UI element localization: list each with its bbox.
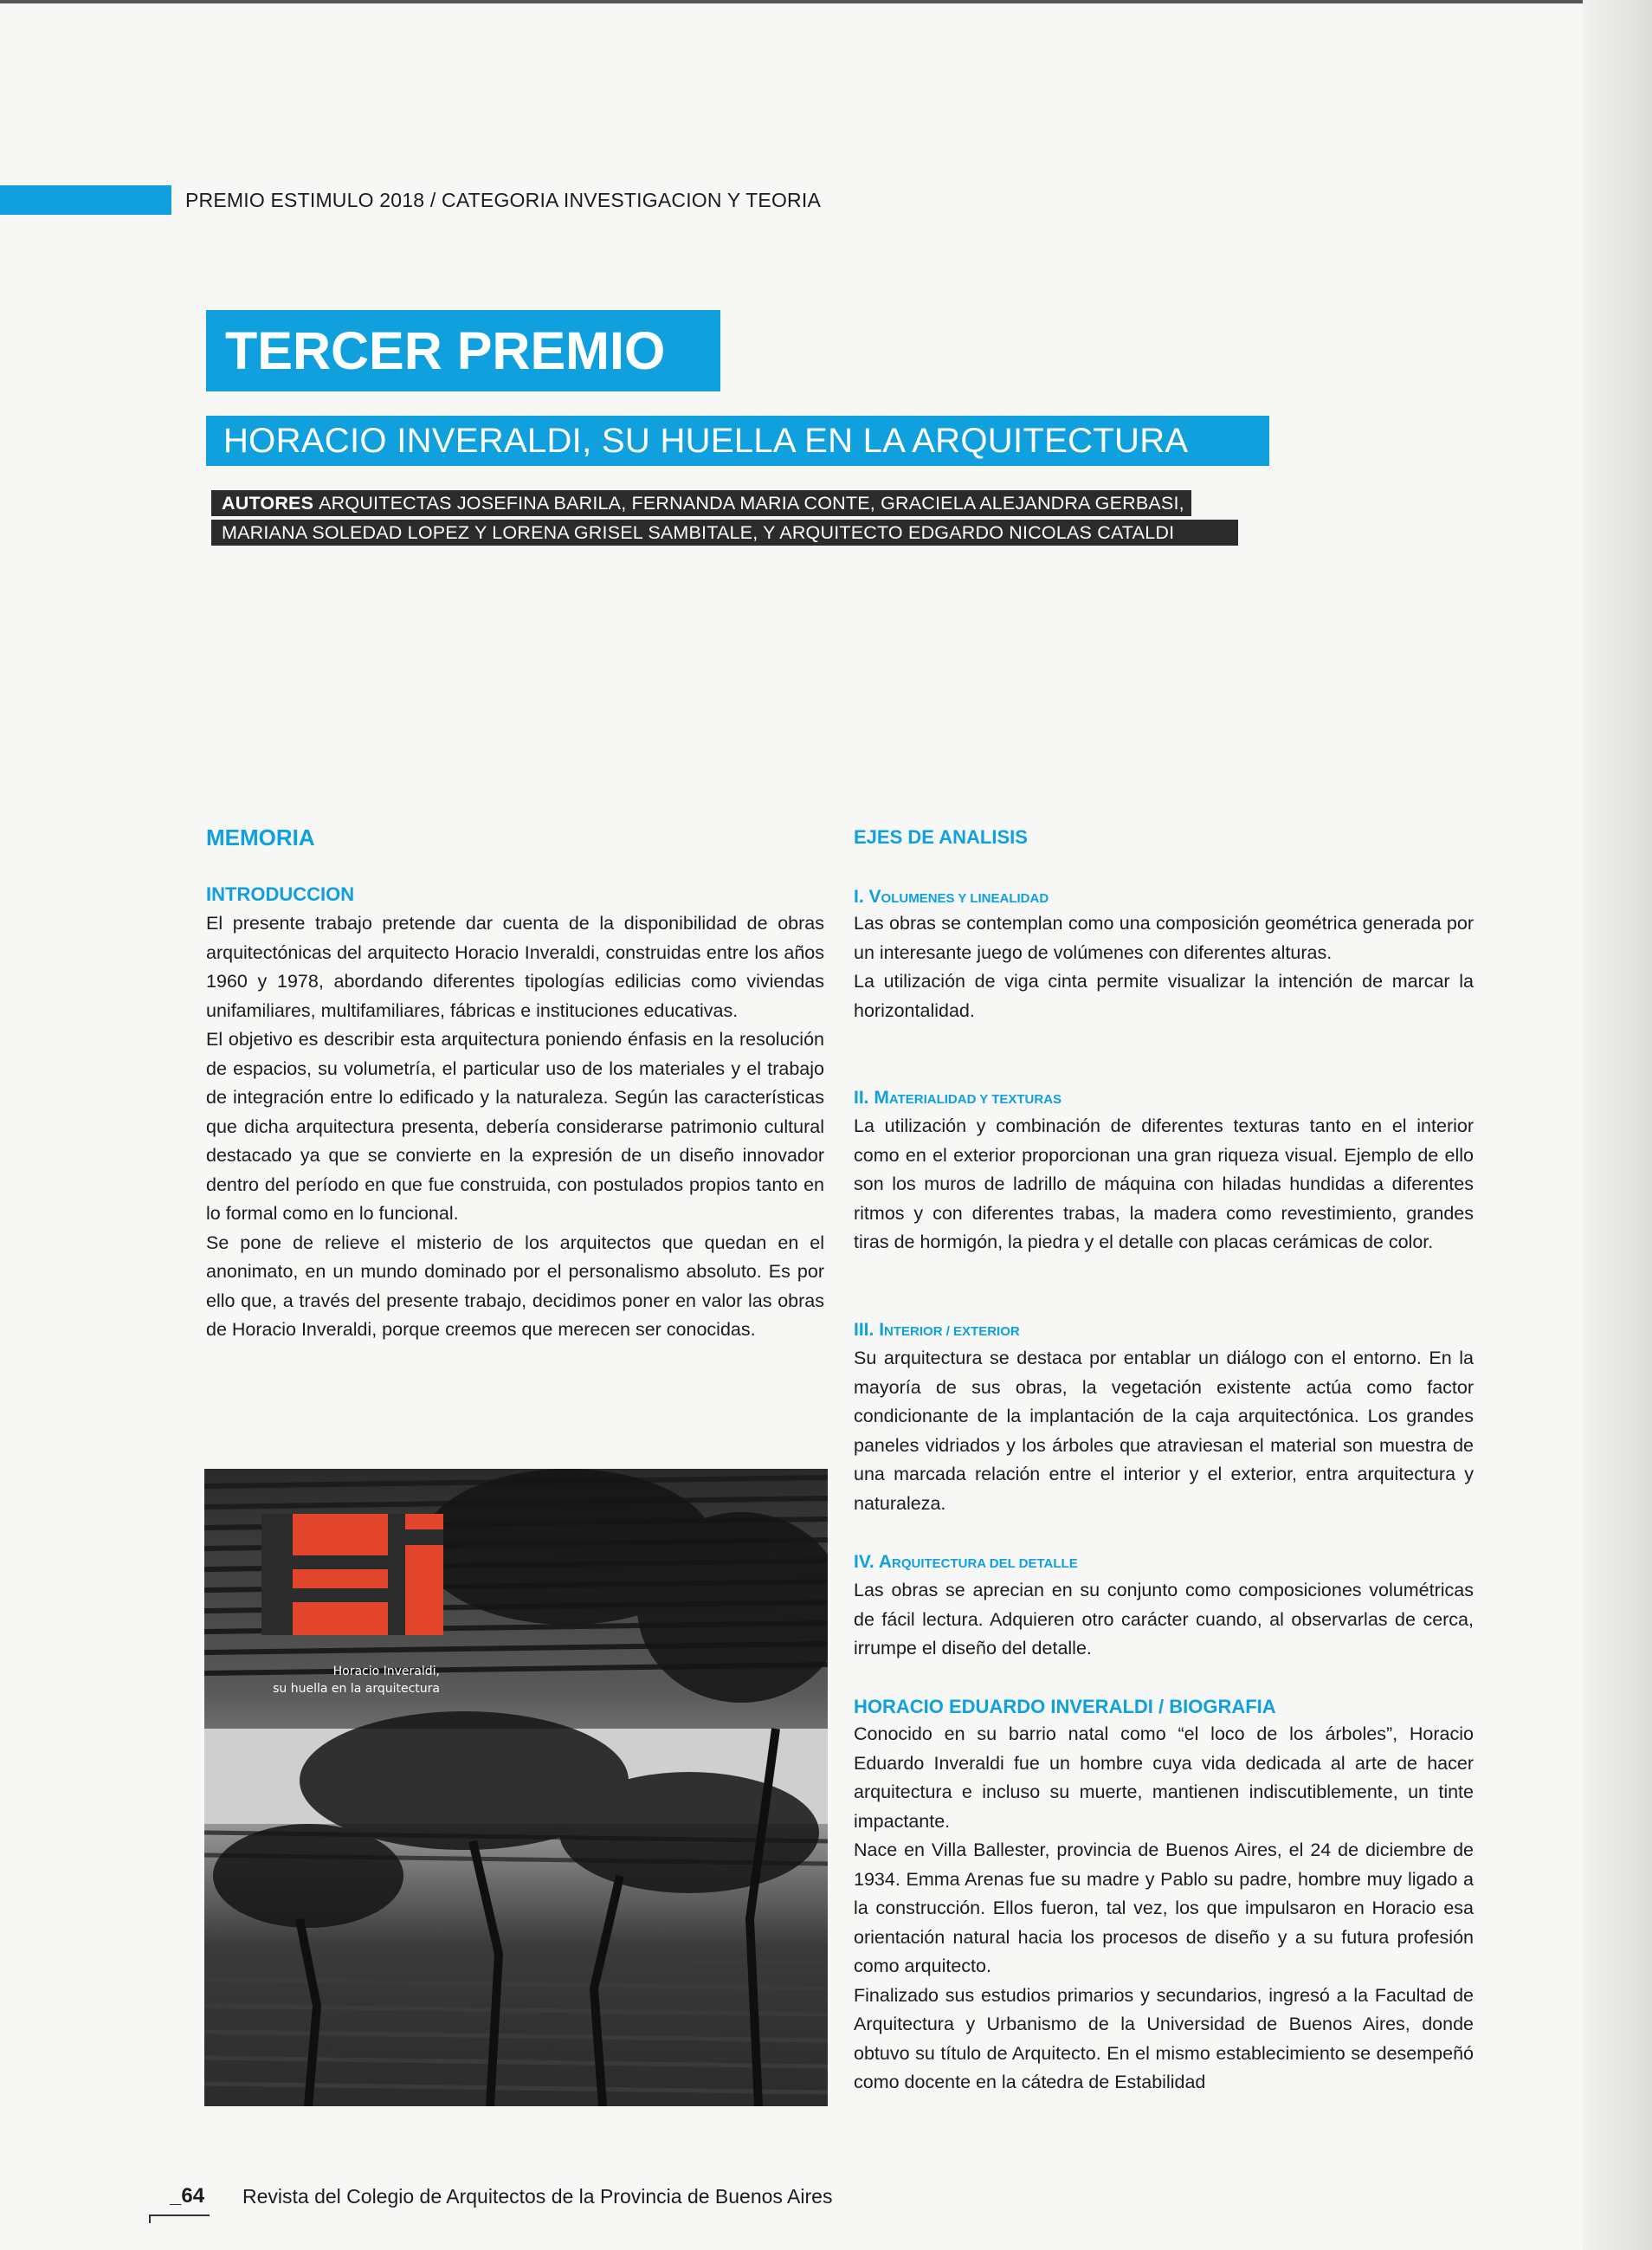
article-subtitle: HORACIO INVERALDI, SU HUELLA EN LA ARQUITECTURA [223,422,1189,460]
memoria-paragraph: El presente trabajo pretende dar cuenta de la disponibilidad de obras arquitectónicas del arquitecto Horacio Inveraldi, construidas entre los años 1960 y 1978, abordando diferentes tipologías edilicias como viviendas unifamiliares, multifamiliares, fábricas e instituciones educativas. [206,913,824,1021]
authors-names-1: ARQUITECTAS JOSEFINA BARILA, FERNANDA MARIA CONTE, GRACIELA ALEJANDRA GERBASI, [319,493,1184,514]
biografia-paragraph: Nace en Villa Ballester, provincia de Buenos Aires, el 24 de diciembre de 1934. Emma Arenas fue su madre y Pablo su padre, hombre muy ligado a la construcción. Ellos fueron, tal vez, los que impulsaron en Horacio esa orientación natural hacia los procesos de diseño y a su futura profesión como arquitecto. [854,1839,1474,1976]
biografia-heading: HORACIO EDUARDO INVERALDI / BIOGRAFIA [854,1696,1276,1717]
eje-body-2 [854,1112,1474,1258]
eje-num: II. [854,1088,869,1108]
photo-caption [236,1663,440,1697]
eje-body-3 [854,1344,1474,1518]
eje-title-rest: ATERIALIDAD Y TEXTURAS [888,1092,1062,1107]
photo-caption-line2: su huella en la arquitectura [273,1682,440,1696]
book-logo [261,1514,443,1639]
authors-line-2: MARIANA SOLEDAD LOPEZ Y LORENA GRISEL SAMBITALE, Y ARQUITECTO EDGARDO NICOLAS CATALDI [222,522,1175,543]
prize-title: TERCER PREMIO [225,321,666,380]
biografia-body [854,1720,1474,2098]
page-number: _64 [170,2184,205,2208]
eje-paragraph: Su arquitectura se destaca por entablar un diálogo con el entorno. En la mayoría de sus obras, la vegetación existente actúa como factor condicionante de la implantación de la caja arquitectónica. Los grandes paneles vidriados y los árboles que atraviesan el material son muestra de una marcada relación entre el interior y el exterior, entra arquitectura y naturaleza. [854,1348,1474,1514]
eje-title-first: V [868,887,881,907]
eje-paragraph: La utilización y combinación de diferentes texturas tanto en el interior como en el exterior proporcionan una gran riqueza visual. Ejemplo de ello son los muros de ladrillo de máquina con hiladas hundidas a diferentes ritmos y con diferentes trabas, la madera como revestimiento, grandes tiras de hormigón, la piedra y el detalle con placas cerámicas de color. [854,1115,1474,1252]
memoria-paragraph: Se pone de relieve el misterio de los arquitectos que quedan en el anonimato, en un mundo dominado por el personalismo absoluto. Es por ello que, a través del presente trabajo, decidimos poner en valor las obras de Horacio Inveraldi, porque creemos que merecen ser conocidas. [206,1232,824,1340]
eje-title-rest: OLUMENES Y LINEALIDAD [881,891,1049,906]
eje-title-rest: RQUITECTURA DEL DETALLE [891,1556,1078,1571]
introduccion-heading: INTRODUCCION [206,883,355,905]
eje-num: I. [854,887,864,907]
memoria-heading: MEMORIA [206,824,315,850]
eje-paragraph: Las obras se aprecian en su conjunto como composiciones volumétricas de fácil lectura. Adquieren otro carácter cuando, al observarlas de cerca, irrumpe el diseño del detalle. [854,1580,1474,1658]
top-edge-rule [0,0,1652,3]
header-category: PREMIO ESTIMULO 2018 / CATEGORIA INVESTIGACION Y TEORIA [185,189,821,211]
footer-rule-tick [149,2214,151,2223]
biografia-paragraph: Finalizado sus estudios primarios y secundarios, ingresó a la Facultad de Arquitectura y Urbanismo de la Universidad de Buenos Aires, donde obtuvo su título de Arquitecto. En el mismo establecimiento se desempeñó como docente en la cátedra de Estabilidad [854,1984,1474,2092]
eje-heading-2 [854,1086,1062,1112]
eje-body-4 [854,1576,1474,1664]
eje-paragraph: La utilización de viga cinta permite visualizar la intención de marcar la horizontalidad. [854,971,1474,1021]
eje-title-first: A [878,1552,892,1572]
eje-body-1 [854,909,1474,1025]
eje-title-first: M [874,1088,889,1108]
eje-title-first: I [879,1320,885,1340]
header-accent-bar [0,185,171,215]
photo-caption-line1: Horacio Inveraldi, [332,1665,440,1678]
book-cover-photo [204,1469,828,2106]
authors-line-1 [222,490,1184,516]
hi-logo-icon [261,1514,443,1635]
publication-name: Revista del Colegio de Arquitectos de la Provincia de Buenos Aires [242,2185,833,2208]
eje-heading-1 [854,885,1049,911]
eje-heading-4 [854,1550,1078,1576]
eje-num: IV. [854,1552,874,1572]
memoria-paragraph: El objetivo es describir esta arquitectura poniendo énfasis en la resolución de espacios, su volumetría, el particular uso de los materiales y el trabajo de integración entre lo edificado y la naturaleza. Según las características que dicha arquitectura presenta, debería considerarse patrimonio cultural destacado ya que se convierte en la expresión de un diseño innovador dentro del período en que fue construida, con postulados propios tanto en lo formal como en lo funcional. [206,1029,824,1224]
authors-label: AUTORES [222,493,314,514]
eje-num: III. [854,1320,874,1340]
memoria-body [206,909,824,1345]
eje-title-rest: NTERIOR / EXTERIOR [884,1324,1020,1339]
footer-rule [149,2214,210,2216]
eje-paragraph: Las obras se contemplan como una composición geométrica generada por un interesante juego de volúmenes con diferentes alturas. [854,913,1474,963]
ejes-heading: EJES DE ANALISIS [854,826,1028,848]
eje-heading-3 [854,1318,1020,1344]
biografia-paragraph: Conocido en su barrio natal como “el loco de los árboles”, Horacio Eduardo Inveraldi fue un hombre cuya vida dedicada al arte de hacer arquitectura e incluso su muerte, mantienen indiscutiblemente, un tinte impactante. [854,1723,1474,1832]
page-binding-shadow [1583,0,1652,2250]
